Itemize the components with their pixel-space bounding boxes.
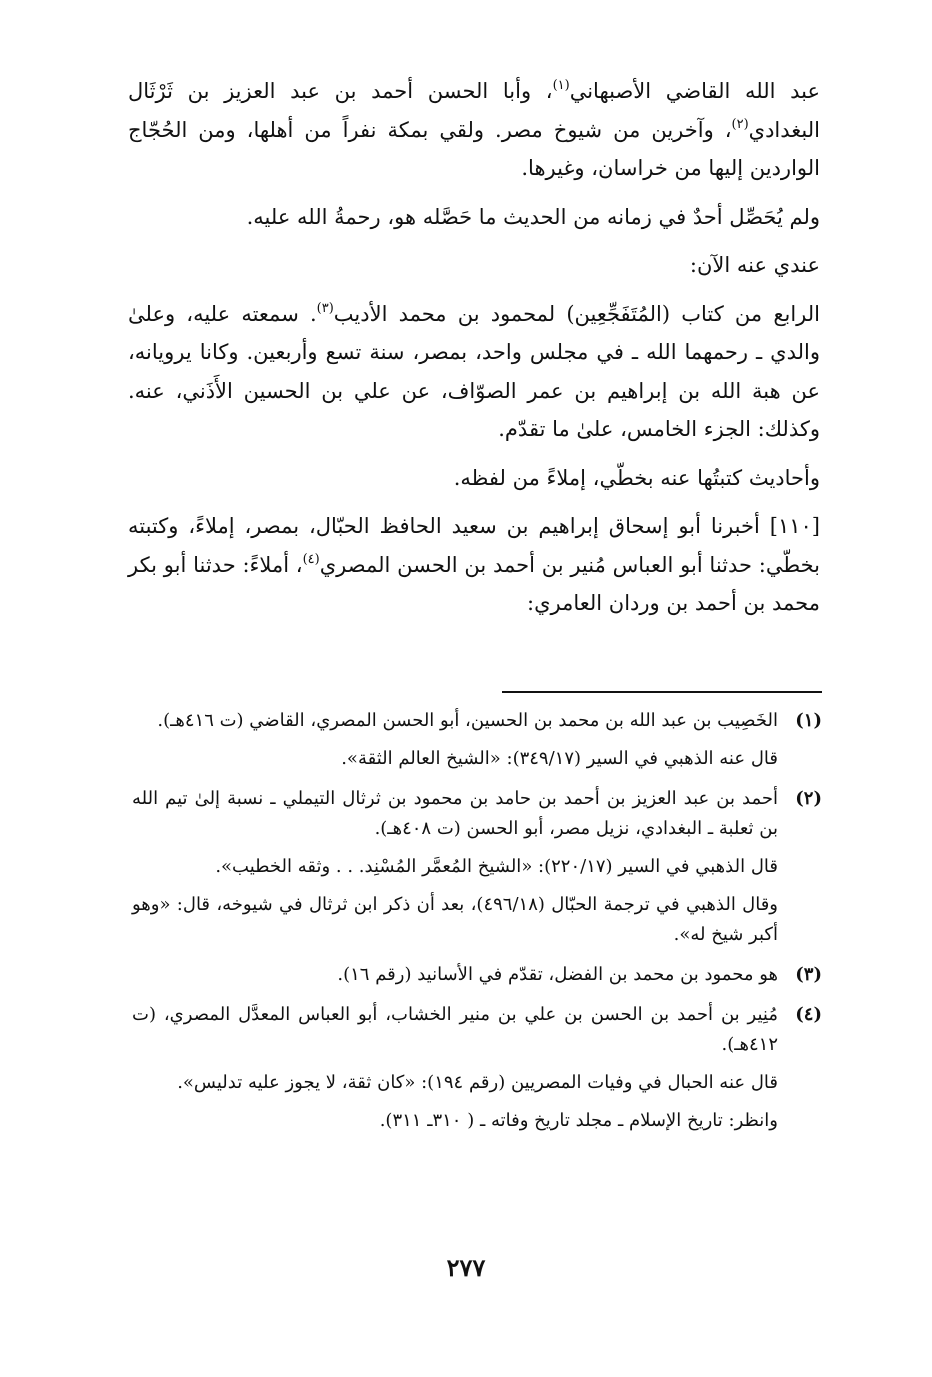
footnote-extra: قال الذهبي في السير (٢٢٠/١٧): «الشيخ المُعمَّر المُسْنِد. . . وثقه الخطيب».	[215, 856, 778, 877]
paragraph-3: عندي عنه الآن:	[689, 253, 820, 277]
footnote-text: الخَصِيب بن عبد الله بن محمد بن الحسين، أبو الحسن المصري، القاضي (ت ٤١٦هـ).	[157, 710, 778, 731]
footnote-body	[132, 960, 778, 990]
footnote-separator	[502, 691, 822, 693]
paragraph-6-part-a: [١١٠] أخبرنا أبو إسحاق إبراهيم بن سعيد الحافظ الحبّال، بمصر، إملاءً، وكتبته بخطّي: حدثنا أبو العباس مُنير بن أحمد بن الحسن المصري	[128, 514, 820, 577]
paragraph-1-part-c: ، وآخرين من شيوخ مصر. ولقي بمكة نفراً من أهلها، ومن الحُجّاج الواردين إليها من خراسان، وغيرها.	[128, 117, 820, 180]
paragraph-1	[128, 72, 820, 188]
footnote-ref-1: (١)	[552, 78, 570, 93]
footnote-body	[132, 706, 778, 774]
footnote-text: أحمد بن عبد العزيز بن أحمد بن حامد بن محمود بن ثرثال التيملي ـ نسبة إلىٰ تيم الله بن ثعلبة ـ البغدادي، نزيل مصر، أبو الحسن (ت ٤٠٨هـ).	[132, 788, 778, 839]
footnote-2	[132, 784, 822, 950]
footnote-body	[132, 1000, 778, 1136]
footnote-ref-3: (٣)	[316, 300, 334, 316]
footnote-ref-4: (٤)	[302, 551, 320, 567]
footnote-body	[132, 784, 778, 950]
footnote-3	[132, 960, 822, 990]
footnote-number: (٢)	[795, 788, 822, 809]
footnote-ref-2: (٢)	[731, 116, 749, 132]
footnote-extra: وقال الذهبي في ترجمة الحبّال (٤٩٦/١٨)، بعد أن ذكر ابن ثرثال في شيوخه، قال: «وهو أكبر شيخ له».	[132, 894, 778, 945]
paragraph-5: وأحاديث كتبتُها عنه بخطّي، إملاءً من لفظه.	[453, 465, 820, 490]
paragraph-2: ولم يُحَصِّل أحدٌ في زمانه من الحديث ما حَصَّله هو، رحمةُ الله عليه.	[246, 204, 820, 229]
footnotes	[132, 706, 822, 1146]
footnote-4	[132, 1000, 822, 1136]
footnote-number: (٤)	[795, 1004, 822, 1025]
footnote-number: (٣)	[795, 964, 822, 985]
paragraph-4-part-b: . سمعته عليه، وعلىٰ والدي ـ رحمهما الله ـ في مجلس واحد، بمصر، سنة تسع وأربعين. وكانا يرويانه، عن هبة الله بن إبراهيم بن عمر الصوّاف، عن علي بن الحسين الأَذَني، عنه. وكذلك: الجزء الخامس، علىٰ ما تقدّم.	[128, 301, 820, 441]
footnote-extra: قال عنه الحبال في وفيات المصريين (رقم ١٩٤): «كان ثقة، لا يجوز عليه تدليس».	[177, 1072, 778, 1093]
footnote-1	[132, 706, 822, 774]
paragraph-6	[128, 507, 820, 623]
paragraph-6-part-b: ، أملاءً: حدثنا أبو بكر محمد بن أحمد بن وردان العامري:	[128, 552, 820, 615]
main-text	[128, 72, 820, 623]
paragraph-1-part-a: عبد الله القاضي الأصبهاني	[569, 79, 820, 103]
footnote-number: (١)	[795, 710, 822, 731]
footnote-extra: وانظر: تاريخ الإسلام ـ مجلد تاريخ وفاته ـ ( ٣١٠ـ ٣١١).	[379, 1110, 778, 1131]
page-number: ٢٧٧	[446, 1253, 486, 1282]
paragraph-1-part-b: ، وأبا الحسن أحمد بن عبد العزيز بن ثَرْثَال البغدادي	[128, 79, 820, 142]
footnote-text: هو محمود بن محمد بن الفضل، تقدّم في الأسانيد (رقم ١٦).	[337, 964, 778, 985]
paragraph-4-part-a: الرابع من كتاب (المُتَفَجِّعِين) لمحمود بن محمد الأديب	[333, 301, 820, 326]
paragraph-4	[128, 295, 820, 449]
footnote-extra: قال عنه الذهبي في السير (٣٤٩/١٧): «الشيخ العالم الثقة».	[341, 748, 778, 769]
footnote-text: مُنِير بن أحمد بن الحسن بن علي بن منير الخشاب، أبو العباس المعدَّل المصري، (ت ٤١٢هـ).	[132, 1004, 778, 1055]
